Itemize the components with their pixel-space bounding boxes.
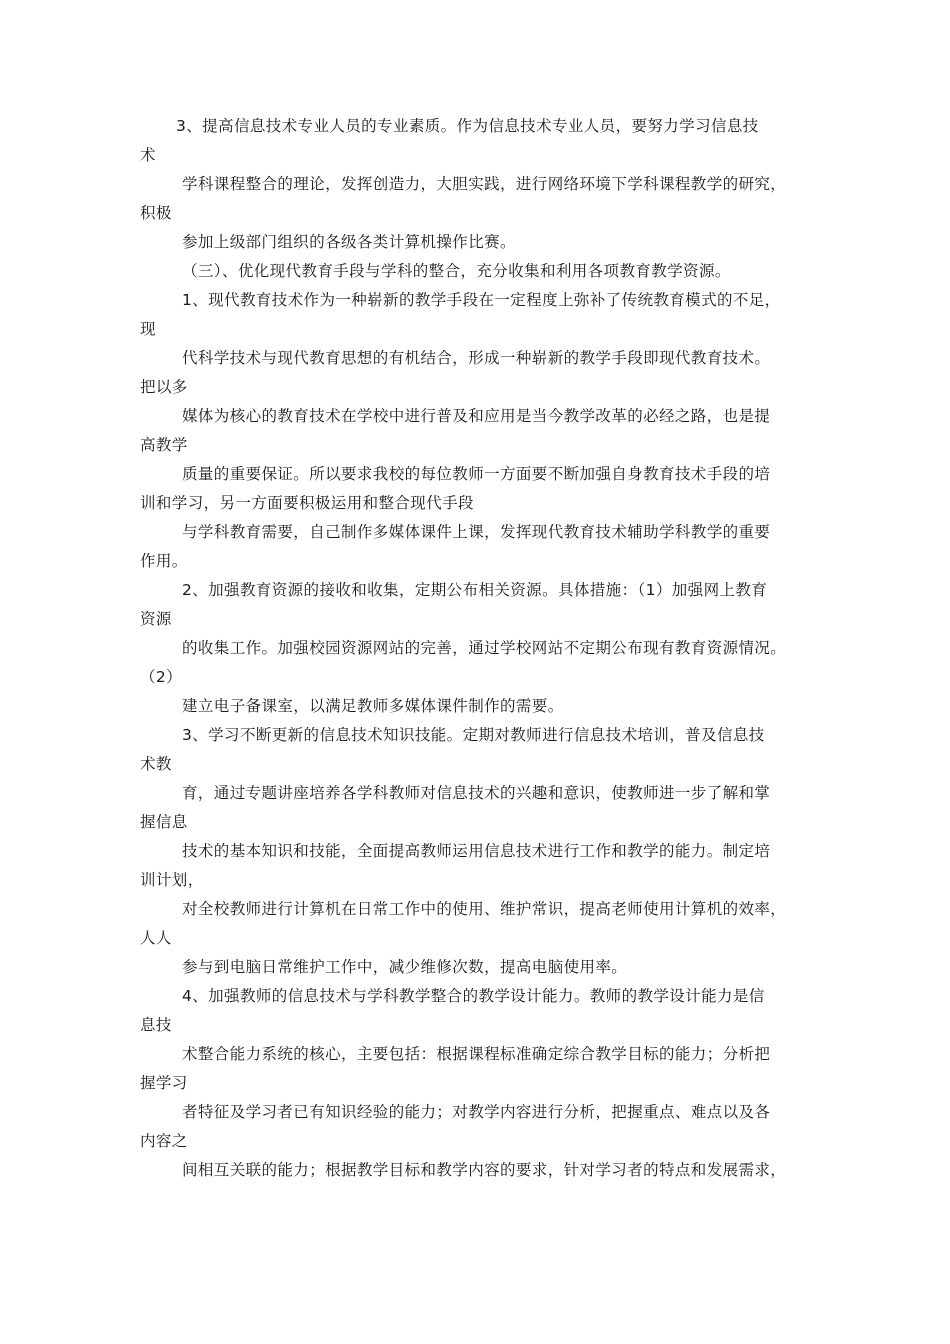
text-line: 对全校教师进行计算机在日常工作中的使用、维护常识，提高老师使用计算机的效率， (182, 900, 787, 918)
text-line: 参加上级部门组织的各级各类计算机操作比赛。 (182, 233, 516, 251)
text-line: 参与到电脑日常维护工作中，减少维修次数，提高电脑使用率。 (182, 958, 628, 976)
text-line: 握学习 (140, 1074, 188, 1092)
text-line: 现 (140, 320, 156, 338)
text-line: 内容之 (140, 1132, 188, 1150)
text-line: 高教学 (140, 436, 188, 454)
text-line: 学科课程整合的理论，发挥创造力，大胆实践，进行网络环境下学科课程教学的研究， (182, 175, 787, 193)
text-line: 3、提高信息技术专业人员的专业素质。作为信息技术专业人员，要努力学习信息技 (176, 117, 759, 135)
document-body (140, 112, 830, 1185)
text-line: 资源 (140, 610, 172, 628)
text-line: （2） (140, 668, 183, 686)
text-line: 4、加强教师的信息技术与学科教学整合的教学设计能力。教师的教学设计能力是信 (182, 987, 765, 1005)
text-line: 质量的重要保证。所以要求我校的每位教师一方面要不断加强自身教育技术手段的培 (182, 465, 771, 483)
text-line: 术 (140, 146, 156, 164)
text-line: 训计划， (140, 871, 204, 889)
text-line: 训和学习，另一方面要积极运用和整合现代手段 (140, 494, 474, 512)
text-line: 1、现代教育技术作为一种崭新的教学手段在一定程度上弥补了传统教育模式的不足， (182, 291, 781, 309)
text-line: 间相互关联的能力；根据教学目标和教学内容的要求，针对学习者的特点和发展需求， (182, 1161, 787, 1179)
text-line: （三）、优化现代教育手段与学科的整合，充分收集和利用各项教育教学资源。 (182, 262, 731, 280)
text-line: 建立电子备课室，以满足教师多媒体课件制作的需要。 (182, 697, 564, 715)
text-line: 术整合能力系统的核心，主要包括：根据课程标准确定综合教学目标的能力；分析把 (182, 1045, 771, 1063)
text-line: 2、加强教育资源的接收和收集，定期公布相关资源。具体措施：（1）加强网上教育 (182, 581, 768, 599)
text-line: 的收集工作。加强校园资源网站的完善，通过学校网站不定期公布现有教育资源情况。 (182, 639, 787, 657)
text-line: 作用。 (140, 552, 188, 570)
text-line: 者特征及学习者已有知识经验的能力；对教学内容进行分析，把握重点、难点以及各 (182, 1103, 771, 1121)
text-line: 积极 (140, 204, 172, 222)
text-line: 3、学习不断更新的信息技术知识技能。定期对教师进行信息技术培训，普及信息技 (182, 726, 765, 744)
text-line: 与学科教育需要，自己制作多媒体课件上课，发挥现代教育技术辅助学科教学的重要 (182, 523, 771, 541)
text-line: 握信息 (140, 813, 188, 831)
text-line: 术教 (140, 755, 172, 773)
text-line: 把以多 (140, 378, 188, 396)
text-line: 代科学技术与现代教育思想的有机结合，形成一种崭新的教学手段即现代教育技术。 (182, 349, 771, 367)
text-line: 媒体为核心的教育技术在学校中进行普及和应用是当今教学改革的必经之路，也是提 (182, 407, 771, 425)
text-line: 人人 (140, 929, 172, 947)
text-line: 息技 (140, 1016, 172, 1034)
text-line: 育，通过专题讲座培养各学科教师对信息技术的兴趣和意识，使教师进一步了解和掌 (182, 784, 771, 802)
text-line: 技术的基本知识和技能，全面提高教师运用信息技术进行工作和教学的能力。制定培 (182, 842, 771, 860)
